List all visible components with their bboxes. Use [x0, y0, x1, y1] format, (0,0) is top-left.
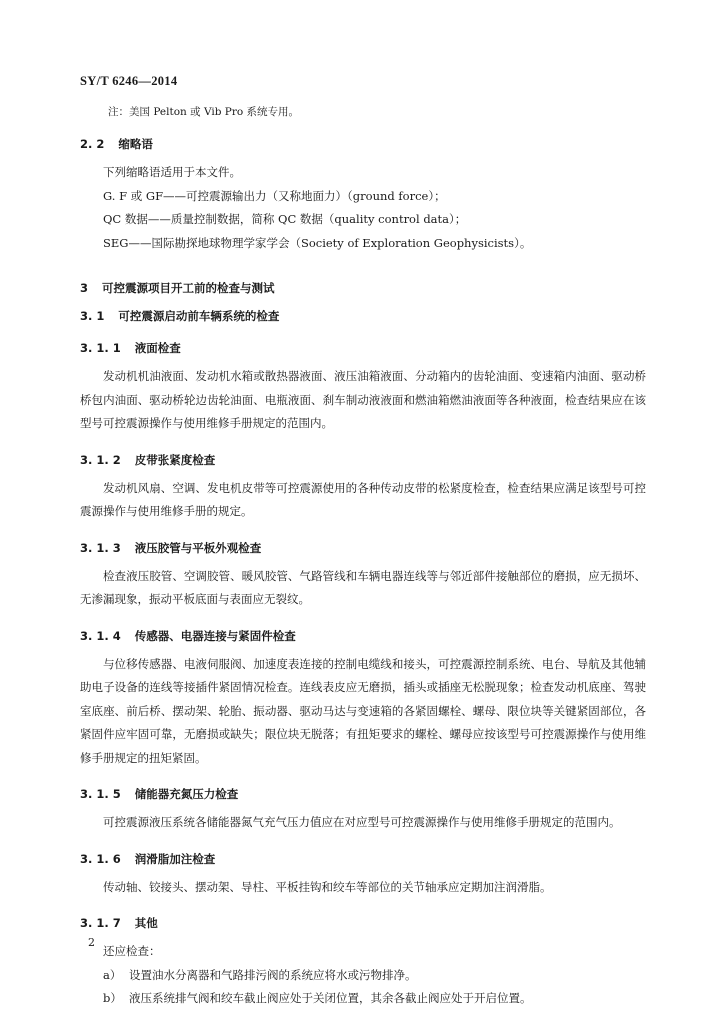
section-paragraph: 发动机风扇、空调、发电机皮带等可控震源使用的各种传动皮带的松紧度检查，检查结果应满足该型号可控震源操作与使用维修手册的规定。 [80, 480, 646, 518]
section-title: 液面检查 [134, 341, 181, 355]
section-title: 可控震源项目开工前的检查与测试 [102, 281, 275, 295]
section-paragraph: 可控震源液压系统各储能器氮气充气压力值应在对应型号可控震源操作与使用维修手册规定的范围内。 [103, 815, 621, 829]
section-title: 其他 [134, 916, 158, 930]
section-heading-3-1-7 [80, 915, 646, 931]
section-number: 3. 1. 1 [80, 341, 121, 355]
list-marker: a） [103, 967, 122, 982]
section-title: 皮带张紧度检查 [134, 452, 216, 467]
section-number: 3. 1. 4 [80, 628, 121, 643]
section-title: 润滑脂加注检查 [134, 851, 216, 866]
list-item-text: 设置油水分离器和气路排污阀的系统应将水或污物排净。 [129, 967, 417, 982]
section-title: 储能器充氮压力检查 [134, 787, 239, 801]
note-text: 注：美国 Pelton 或 Vib Pro 系统专用。 [108, 106, 300, 118]
section-paragraph: 与位移传感器、电液伺服阀、加速度表连接的控制电缆线和接头，可控震源控制系统、电台、导航及其他辅助电子设备的连线等接插件紧固情况检查。连线表皮应无磨损，插头或插座无松脱现象；检查发动机底座、驾驶室底座、前后桥、摆动架、轮胎、振动器、驱动马达与变速箱的各紧固螺栓、螺母、限位块等关键紧固部位，各紧固件应牢固可靠，无磨损或缺失；限位块无脱落；有扭矩要求的螺栓、螺母应按该型号可控震源操作与使用维修手册规定的扭矩紧固。 [80, 656, 646, 765]
abbreviation-intro: 下列缩略语适用于本文件。 [103, 165, 241, 179]
section-heading-3-1 [80, 308, 646, 324]
section-heading-3-1-4 [80, 628, 646, 644]
list-item [80, 964, 646, 988]
list-marker: b） [103, 991, 122, 1005]
section-heading-3 [80, 280, 646, 296]
document-body [80, 104, 646, 1011]
section-number: 3 [80, 281, 89, 295]
section-title: 传感器、电器连接与紧固件检查 [134, 628, 296, 643]
section-title: 缩略语 [118, 137, 153, 151]
list-item-text: 液压系统排气阀和绞车截止阀应处于关闭位置，其余各截止阀应处于开启位置。 [129, 991, 532, 1005]
section-number: 3. 1. 2 [80, 452, 121, 467]
section-heading-3-1-1 [80, 340, 646, 356]
section-heading-3-1-3 [80, 540, 646, 556]
abbreviation-item: G. F 或 GF——可控震源输出力（又称地面力）（ground force）； [103, 188, 446, 203]
section-paragraph: 传动轴、铰接头、摆动架、导柱、平板挂钩和绞车等部位的关节轴承应定期加注润滑脂。 [103, 879, 552, 894]
section-number: 3. 1. 6 [80, 851, 121, 866]
list-item [80, 987, 646, 1011]
section-number: 3. 1. 3 [80, 540, 121, 555]
section-title: 液压胶管与平板外观检查 [134, 540, 262, 555]
section-heading-2-2 [80, 136, 646, 152]
section-heading-3-1-6 [80, 851, 646, 867]
list-intro: 还应检查： [103, 944, 161, 958]
section-title: 可控震源启动前车辆系统的检查 [118, 309, 280, 323]
section-paragraph: 检查液压胶管、空调胶管、暖风胶管、气路管线和车辆电器连线等与邻近部件接触部位的磨损，应无损坏、无渗漏现象，振动平板底面与表面应无裂纹。 [80, 568, 646, 606]
section-heading-3-1-2 [80, 452, 646, 468]
section-number: 3. 1 [80, 309, 105, 323]
standard-code: SY/T 6246—2014 [80, 74, 178, 88]
section-number: 3. 1. 5 [80, 787, 121, 801]
section-heading-3-1-5 [80, 786, 646, 802]
page-number: 2 [88, 936, 95, 949]
section-number: 2. 2 [80, 137, 105, 151]
section-number: 3. 1. 7 [80, 916, 121, 930]
abbreviation-item: QC 数据——质量控制数据，简称 QC 数据（quality control data）； [103, 212, 467, 226]
section-paragraph: 发动机机油液面、发动机水箱或散热器液面、液压油箱液面、分动箱内的齿轮油面、变速箱内油面、驱动桥桥包内油面、驱动桥轮边齿轮油面、电瓶液面、刹车制动液液面和燃油箱燃油液面等各种液面，检查结果应在该型号可控震源操作与使用维修手册规定的范围内。 [80, 369, 646, 430]
abbreviation-item: SEG——国际勘探地球物理学家学会（Society of Exploration Geophysicists）。 [103, 235, 532, 250]
